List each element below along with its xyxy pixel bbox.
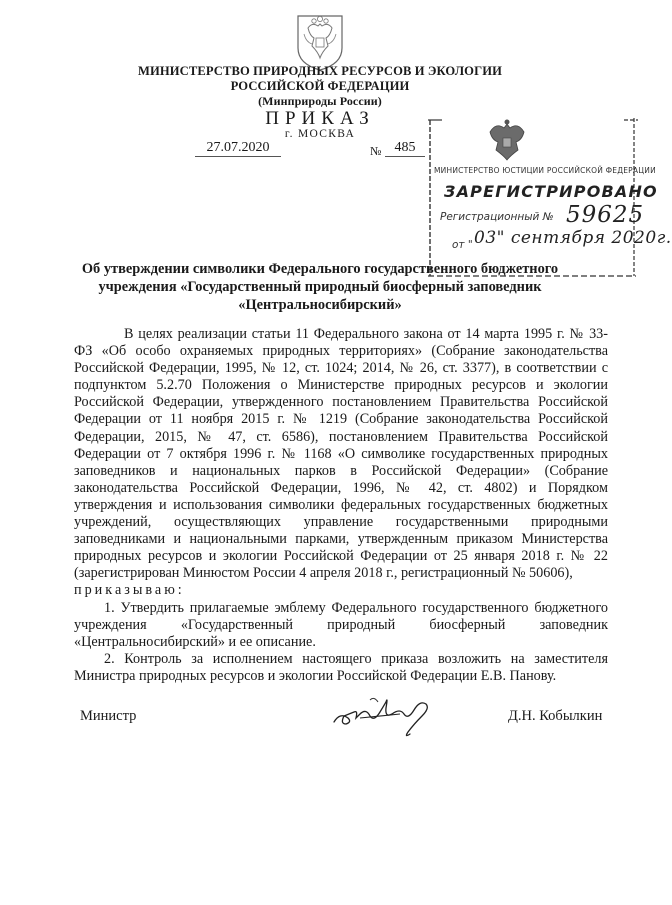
decree-item-1: 1. Утвердить прилагаемые эмблему Федерального государственного бюджетного учреждения «Государственный природный биосферный заповедник «Центральносибирский» и ее описание. <box>74 599 608 650</box>
ministry-short-name: (Минприроды России) <box>258 94 382 108</box>
stamp-reg-number: 59625 <box>566 202 645 228</box>
decree-body <box>74 326 608 685</box>
decree-title <box>60 260 580 314</box>
decree-title-line3: «Центральносибирский» <box>238 297 402 313</box>
stamp-registered-label: ЗАРЕГИСТРИРОВАНО <box>444 182 658 201</box>
decree-word: приказываю: <box>74 582 185 599</box>
registration-stamp <box>428 118 672 278</box>
document-type: ПРИКАЗ <box>265 108 375 129</box>
ministry-name-line1: МИНИСТЕРСТВО ПРИРОДНЫХ РЕСУРСОВ И ЭКОЛОГИИ <box>137 64 502 78</box>
coat-of-arms-icon <box>292 12 348 72</box>
signer-name: Д.Н. Кобылкин <box>508 708 603 724</box>
stamp-emblem-icon <box>482 118 532 162</box>
order-date: 27.07.2020 <box>195 140 281 157</box>
handwritten-signature <box>330 688 440 740</box>
city: г. МОСКВА <box>284 128 356 140</box>
ministry-name-line2: РОССИЙСКОЙ ФЕДЕРАЦИИ <box>230 79 410 93</box>
preamble-paragraph: В целях реализации статьи 11 Федерального закона от 14 марта 1995 г. № 33-ФЗ «Об особо охраняемых природных территориях» (Собрание законодательства Российской Федерации, 1995, № 12, ст. 1024; 2014, № 26, ст. 3377), в соответствии с подпунктом 5.2.70 Положения о Министерстве природных ресурсов и экологии Российской Федерации, утвержденного постановлением Правительства Российской Федерации от 11 ноября 2015 г. № 1219 (Собрание законодательства Российской Федерации, 2015, № 47, ст. 6586), постановлением Правительства Российской Федерации от 7 октября 1996 г. № 1168 «О символике государственных природных заповедников и национальных парков в Российской Федерации» (Собрание законодательства Российской Федерации, 1996, № 42, ст. 4802) и Порядком утверждения и использования символики федеральных государственных бюджетных учреждений, осуществляющих управление государственными природными заповедниками и национальными парками, утвержденным приказом Министерства природных ресурсов и экологии Российской Федерации от 25 января 2018 г. № 22 (зарегистрирован Минюстом России 4 апреля 2018 г., регистрационный № 50606), <box>74 326 608 582</box>
decree-title-line2: учреждения «Государственный природный биосферный заповедник <box>98 279 542 295</box>
decree-title-line1: Об утверждении символики Федерального государственного бюджетного <box>81 261 559 277</box>
number-sign: № <box>370 144 382 158</box>
order-number: 485 <box>385 140 425 157</box>
stamp-reg-number-label: Регистрационный № <box>440 211 554 223</box>
decree-item-2: 2. Контроль за исполнением настоящего приказа возложить на заместителя Министра природных ресурсов и экологии Российской Федерации Е.В. Панову. <box>74 650 608 684</box>
stamp-date: 03" сентября 2020г. <box>474 228 672 248</box>
stamp-date-label: от " <box>452 239 473 251</box>
stamp-ministry-name: МИНИСТЕРСТВО ЮСТИЦИИ РОССИЙСКОЙ ФЕДЕРАЦИИ <box>434 166 656 175</box>
signer-position: Министр <box>80 708 137 724</box>
